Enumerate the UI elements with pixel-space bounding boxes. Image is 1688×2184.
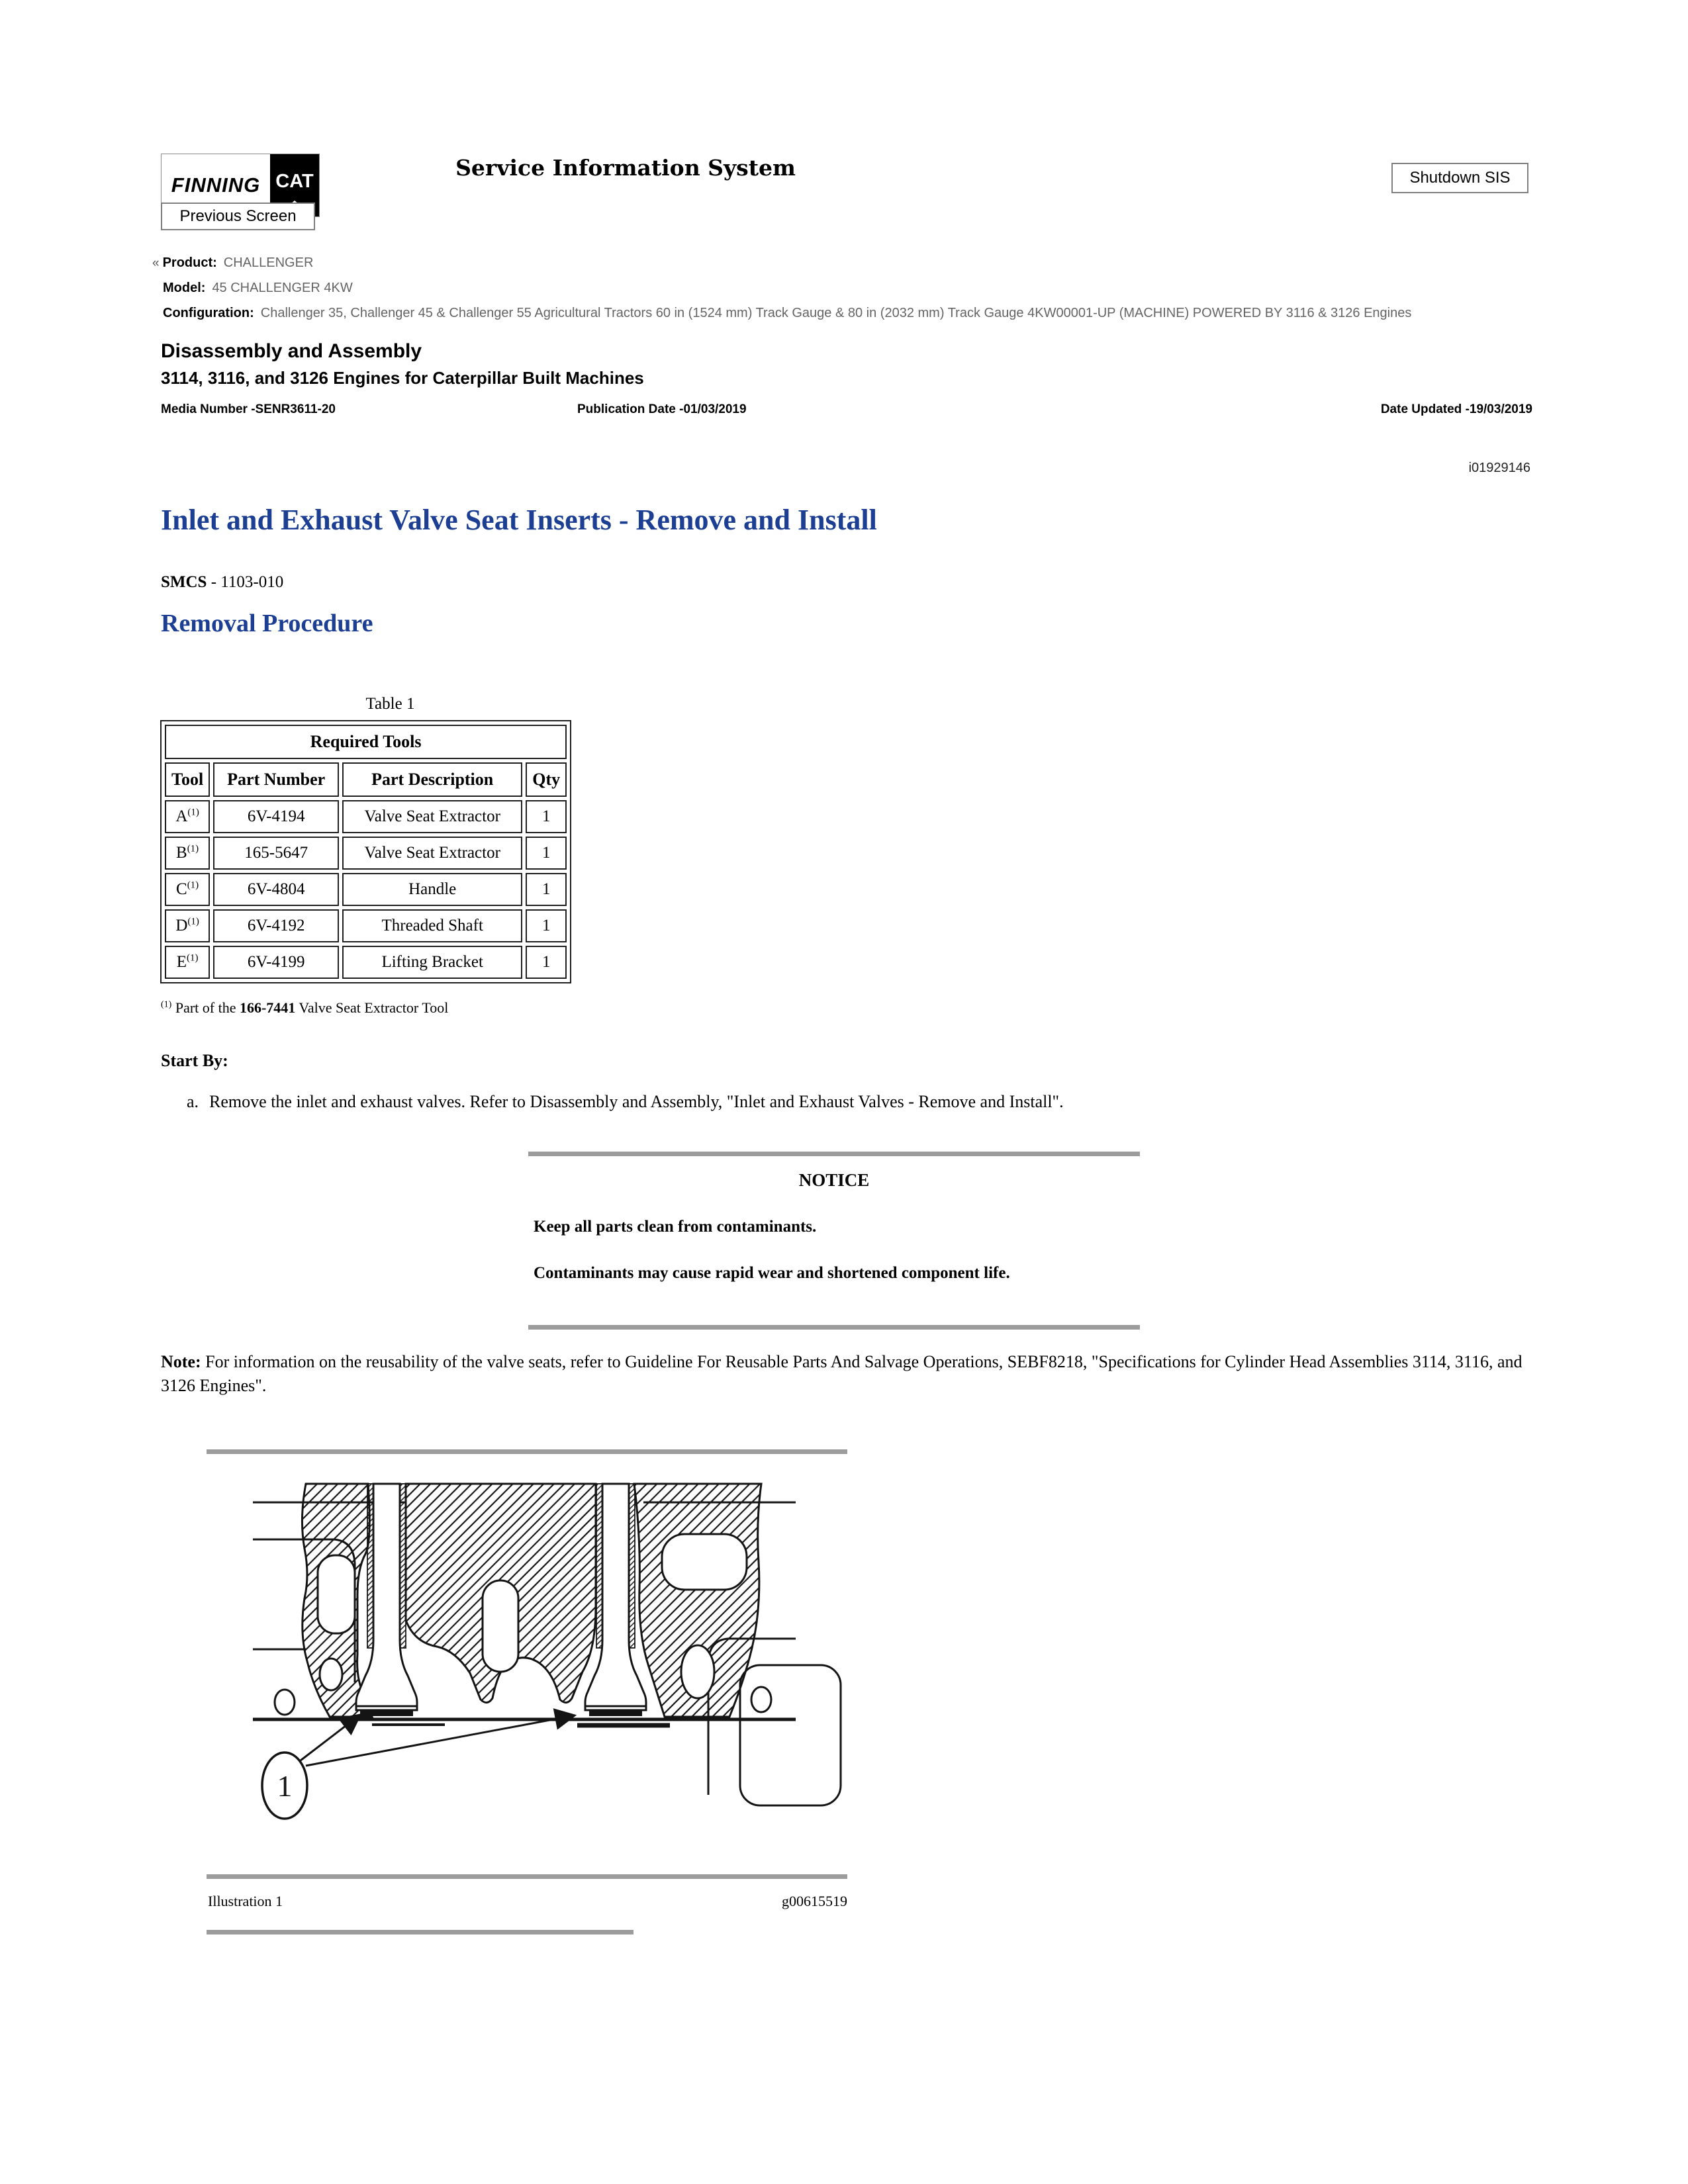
section-subtitle: 3114, 3116, and 3126 Engines for Caterpillar Built Machines <box>161 368 644 388</box>
finning-logo-text: FINNING <box>171 173 261 197</box>
left-bolt-hole <box>275 1690 295 1715</box>
right-port-opening <box>662 1534 747 1590</box>
illustration-top-rule <box>207 1449 847 1454</box>
notice-line-2: Contaminants may cause rapid wear and shortened component life. <box>534 1264 1010 1282</box>
product-row <box>152 255 313 271</box>
part-description-cell: Threaded Shaft <box>342 909 522 942</box>
tool-letter: E <box>176 953 187 971</box>
model-row <box>163 281 353 296</box>
center-slot <box>483 1580 518 1672</box>
tool-cell <box>165 837 210 870</box>
step-marker: a. <box>187 1092 199 1111</box>
article-title: Inlet and Exhaust Valve Seat Inserts - Remove and Install <box>161 504 877 536</box>
tool-cell <box>165 909 210 942</box>
table-row <box>165 946 567 979</box>
note-paragraph <box>161 1350 1554 1398</box>
part-description-cell: Valve Seat Extractor <box>342 800 522 833</box>
tool-cell <box>165 800 210 833</box>
tool-footnote-ref: (1) <box>187 916 199 927</box>
note-label: Note: <box>161 1352 201 1371</box>
notice-bottom-rule <box>528 1325 1140 1330</box>
tool-letter: A <box>175 807 188 825</box>
illustration-code: g00615519 <box>782 1893 847 1909</box>
notice-top-rule <box>528 1152 1140 1156</box>
left-casting-wall <box>302 1484 372 1717</box>
model-label: Model: <box>163 281 206 295</box>
date-updated: Date Updated -19/03/2019 <box>1380 402 1532 416</box>
part-number-cell: 6V-4194 <box>213 800 339 833</box>
table-footnote <box>161 999 448 1017</box>
collapse-icon: « <box>152 256 160 270</box>
tool-cell <box>165 873 210 906</box>
previous-screen-button[interactable]: Previous Screen <box>161 203 315 230</box>
center-casting <box>406 1484 596 1703</box>
part-number-cell: 6V-4199 <box>213 946 339 979</box>
illustration-label: Illustration 1 <box>208 1893 283 1909</box>
col-header-tool: Tool <box>165 762 210 797</box>
table-title-row <box>165 725 567 759</box>
table-row <box>165 873 567 906</box>
footnote-pre: Part of the <box>175 999 236 1016</box>
part-description-cell: Valve Seat Extractor <box>342 837 522 870</box>
removal-procedure-heading: Removal Procedure <box>161 610 373 637</box>
tool-letter: B <box>176 844 187 862</box>
tool-cell <box>165 946 210 979</box>
col-header-part-number: Part Number <box>213 762 339 797</box>
part-number-cell: 6V-4804 <box>213 873 339 906</box>
start-by-label: Start By: <box>161 1051 228 1070</box>
qty-cell: 1 <box>526 946 567 979</box>
footnote-post: Valve Seat Extractor Tool <box>299 999 449 1016</box>
illustration-bottom-rule <box>207 1874 847 1879</box>
app-title: Service Information System <box>455 155 796 181</box>
step-text: Remove the inlet and exhaust valves. Refer to Disassembly and Assembly, "Inlet and Exhaust Valves - Remove and Install". <box>209 1092 1064 1111</box>
part-description-cell: Handle <box>342 873 522 906</box>
col-header-qty: Qty <box>526 762 567 797</box>
table-row <box>165 800 567 833</box>
tool-footnote-ref: (1) <box>186 952 199 964</box>
callout-1 <box>262 1715 575 1819</box>
table-row <box>165 909 567 942</box>
tool-letter: C <box>176 880 187 898</box>
right-bolt-hole <box>751 1687 771 1712</box>
cat-logo-text: CAT <box>275 170 314 192</box>
product-value: CHALLENGER <box>223 255 314 270</box>
smcs-label: SMCS <box>161 573 207 591</box>
footnote-marker: (1) <box>161 999 172 1010</box>
tool-footnote-ref: (1) <box>187 843 199 854</box>
qty-cell: 1 <box>526 909 567 942</box>
notice-title: NOTICE <box>798 1170 870 1190</box>
left-port-opening <box>318 1555 355 1633</box>
tool-letter: D <box>175 917 188 934</box>
smcs-line <box>161 573 283 592</box>
table-title: Required Tools <box>165 725 567 759</box>
right-passage-hole <box>681 1645 714 1698</box>
qty-cell: 1 <box>526 800 567 833</box>
smcs-value: - 1103-010 <box>211 573 284 591</box>
product-label: Product: <box>162 255 217 270</box>
col-header-part-description: Part Description <box>342 762 522 797</box>
publication-date: Publication Date -01/03/2019 <box>577 402 747 416</box>
configuration-value: Challenger 35, Challenger 45 & Challenger 55 Agricultural Tractors 60 in (1524 mm) Track Gauge & 80 in (2032 mm) Track Gauge 4KW00001-UP (MACHINE) POWERED BY 3116 & 3126 Engines <box>260 306 1412 320</box>
note-text: For information on the reusability of the valve seats, refer to Guideline For Reusable Parts And Salvage Operations, SEBF8218, "Specifications for Cylinder Head Assemblies 3114, 3116, and 3126 Engines". <box>161 1352 1523 1395</box>
configuration-label: Configuration: <box>163 306 254 320</box>
part-description-cell: Lifting Bracket <box>342 946 522 979</box>
qty-cell: 1 <box>526 873 567 906</box>
table-header-row <box>165 762 567 797</box>
callout-number: 1 <box>277 1769 293 1803</box>
callout-arrow-left <box>301 1715 360 1760</box>
table-caption: Table 1 <box>365 695 415 713</box>
right-casting-wall <box>634 1484 761 1717</box>
footnote-part-number: 166-7441 <box>239 999 296 1016</box>
notice-line-1: Keep all parts clean from contaminants. <box>534 1218 817 1236</box>
cylinder-head-cross-section-illustration <box>207 1456 847 1873</box>
qty-cell: 1 <box>526 837 567 870</box>
callout-arrow-right <box>306 1715 575 1766</box>
step-a <box>187 1092 1064 1112</box>
required-tools-table <box>160 720 571 983</box>
part-number-cell: 165-5647 <box>213 837 339 870</box>
part-number-cell: 6V-4192 <box>213 909 339 942</box>
table-row <box>165 837 567 870</box>
configuration-row <box>163 306 1411 321</box>
illustration-final-rule <box>207 1930 633 1934</box>
model-value: 45 CHALLENGER 4KW <box>212 281 353 295</box>
document-id: i01929146 <box>1468 461 1530 475</box>
shutdown-sis-button[interactable]: Shutdown SIS <box>1391 163 1528 193</box>
left-passage-hole <box>320 1659 342 1690</box>
tool-footnote-ref: (1) <box>187 880 199 891</box>
media-number: Media Number -SENR3611-20 <box>161 402 336 416</box>
tool-footnote-ref: (1) <box>187 807 199 818</box>
section-title: Disassembly and Assembly <box>161 340 422 362</box>
